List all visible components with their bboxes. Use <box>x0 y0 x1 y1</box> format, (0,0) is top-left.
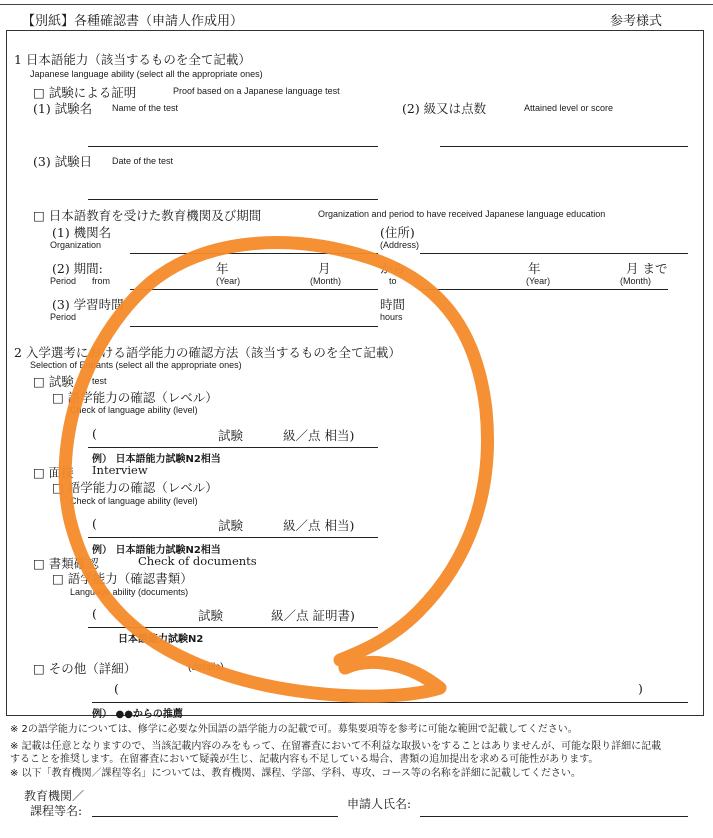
exam-ability-checkbox[interactable]: □ 語学能力の確認（レベル） <box>52 390 218 405</box>
year2-en: (Year) <box>526 276 551 286</box>
hours-en: Period <box>50 312 77 322</box>
applicant-label: 申請人氏名: <box>347 797 412 811</box>
note-2a: ※ 記載は任意となりますので、当該記載内容のみをもって、在留審査において不利益な取扱いをすることはありませんが、可能な限り詳細に記載 <box>10 741 662 752</box>
address-label: (住所) <box>380 225 415 240</box>
applicant-line[interactable] <box>420 816 688 817</box>
period-to-line[interactable] <box>420 289 668 290</box>
test-proof-checkbox[interactable]: □ 試験による証明 <box>33 85 137 100</box>
institution-line[interactable] <box>92 816 338 817</box>
interview-ability-en: Check of language ability (level) <box>70 496 198 506</box>
period-label: (2) 期間: <box>52 261 103 276</box>
year-label: 年 <box>216 261 229 276</box>
test-name-label: (1) 試験名 <box>33 101 93 116</box>
note-1: ※ 2の語学能力については、修学に必要な外国語の語学能力の記載で可。募集要項等を参考に可能な範囲で記載してください。 <box>10 724 578 735</box>
other-close: ) <box>638 681 643 696</box>
test-date-en: Date of the test <box>112 156 174 166</box>
exam-fill-mid: 試験 <box>218 428 244 443</box>
hours-unit: 時間 <box>380 297 406 312</box>
docs-fill-end: 級／点 証明書) <box>271 608 355 623</box>
level-en: Attained level or score <box>524 103 614 113</box>
section1-title-en: Japanese language ability (select all the appropriate ones) <box>30 69 263 79</box>
test-date-line[interactable] <box>88 199 378 200</box>
exam-example: 例） 日本語能力試験N2相当 <box>92 454 221 465</box>
other-checkbox[interactable]: □ その他（詳細） <box>33 661 137 676</box>
test-name-en: Name of the test <box>112 103 179 113</box>
test-name-line[interactable] <box>88 146 378 147</box>
interview-ability-checkbox[interactable]: □ 語学能力の確認（レベル） <box>52 480 218 495</box>
docs-line[interactable] <box>88 627 378 628</box>
interview-fill-mid: 試験 <box>218 518 244 533</box>
form-title: 【別紙】各種確認書（申請人作成用） <box>22 14 244 29</box>
month-label: 月 <box>318 261 331 276</box>
org-en: Organization <box>50 240 102 250</box>
exam-fill-open: ( <box>92 426 97 441</box>
education-en: Organization and period to have received Japanese language education <box>318 209 606 219</box>
to-en: to <box>389 276 397 286</box>
docs-fill-open: ( <box>92 606 97 621</box>
reference-label: 参考様式 <box>610 14 663 29</box>
docs-fill-mid: 試験 <box>198 608 224 623</box>
section2-title: 2 入学選考における語学能力の確認方法（該当するものを全て記載） <box>14 345 401 360</box>
org-line[interactable] <box>130 253 378 254</box>
top-border <box>0 4 713 5</box>
interview-example: 例） 日本語能力試験N2相当 <box>92 545 221 556</box>
exam-checkbox[interactable]: □ 試験 <box>33 374 74 389</box>
docs-checkbox[interactable]: □ 書類確認 <box>33 556 99 571</box>
level-label: (2) 級又は点数 <box>402 101 487 116</box>
test-date-label: (3) 試験日 <box>33 154 93 169</box>
education-checkbox[interactable]: □ 日本語教育を受けた教育機関及び期間 <box>33 208 262 223</box>
interview-checkbox[interactable]: □ 面接 <box>33 465 74 480</box>
year2-label: 年 <box>528 261 541 276</box>
month2-en: (Month) <box>620 276 652 286</box>
address-en: (Address) <box>380 240 420 250</box>
exam-en: test <box>92 376 107 386</box>
docs-en: Check of documents <box>138 554 257 568</box>
note-3: ※ 以下「教育機関／課程等名」については、教育機関、課程、学部、学科、専攻、コース等の名称を詳細に記載してください。 <box>10 768 581 779</box>
period-en: Period <box>50 276 77 286</box>
docs-ability-checkbox[interactable]: □ 語学能力（確認書類） <box>52 571 193 586</box>
from-en: from <box>92 276 110 286</box>
other-en: (details) <box>188 662 224 673</box>
institution-label-2: 課程等名: <box>30 804 83 818</box>
other-line[interactable] <box>92 702 688 703</box>
section1-title: 1 日本語能力（該当するものを全て記載） <box>14 52 251 67</box>
docs-example: 日本語能力試験N2 <box>118 634 204 645</box>
org-label: (1) 機関名 <box>52 225 112 240</box>
docs-ability-en: Language ability (documents) <box>70 587 189 597</box>
month-made-label: 月 まで <box>626 261 668 276</box>
institution-label-1: 教育機関／ <box>24 789 85 803</box>
hours-unit-en: hours <box>380 312 403 322</box>
level-line[interactable] <box>440 146 688 147</box>
kara-label: から <box>380 261 406 276</box>
exam-fill-end: 級／点 相当) <box>283 428 355 443</box>
interview-line[interactable] <box>88 537 378 538</box>
exam-line[interactable] <box>88 447 378 448</box>
period-from-line[interactable] <box>130 289 378 290</box>
interview-en: Interview <box>92 463 148 477</box>
hours-line[interactable] <box>130 326 378 327</box>
other-open: ( <box>114 681 119 696</box>
year-en: (Year) <box>216 276 241 286</box>
interview-fill-open: ( <box>92 516 97 531</box>
exam-ability-en: Check of language ability (level) <box>70 405 198 415</box>
other-example: 例） ●●からの推薦 <box>92 709 183 720</box>
month-en: (Month) <box>310 276 342 286</box>
form-frame <box>6 30 704 716</box>
interview-fill-end: 級／点 相当) <box>283 518 355 533</box>
address-line[interactable] <box>420 253 688 254</box>
section2-title-en: Selection of Entrants (select all the appropriate ones) <box>30 360 242 370</box>
test-proof-en: Proof based on a Japanese language test <box>173 86 340 96</box>
note-2b: することを推奨します。在留審査において疑義が生じ、記載内容も不足している場合、書類の追加提出を求める可能性があります。 <box>10 754 599 765</box>
hours-label: (3) 学習時間 <box>52 297 124 312</box>
